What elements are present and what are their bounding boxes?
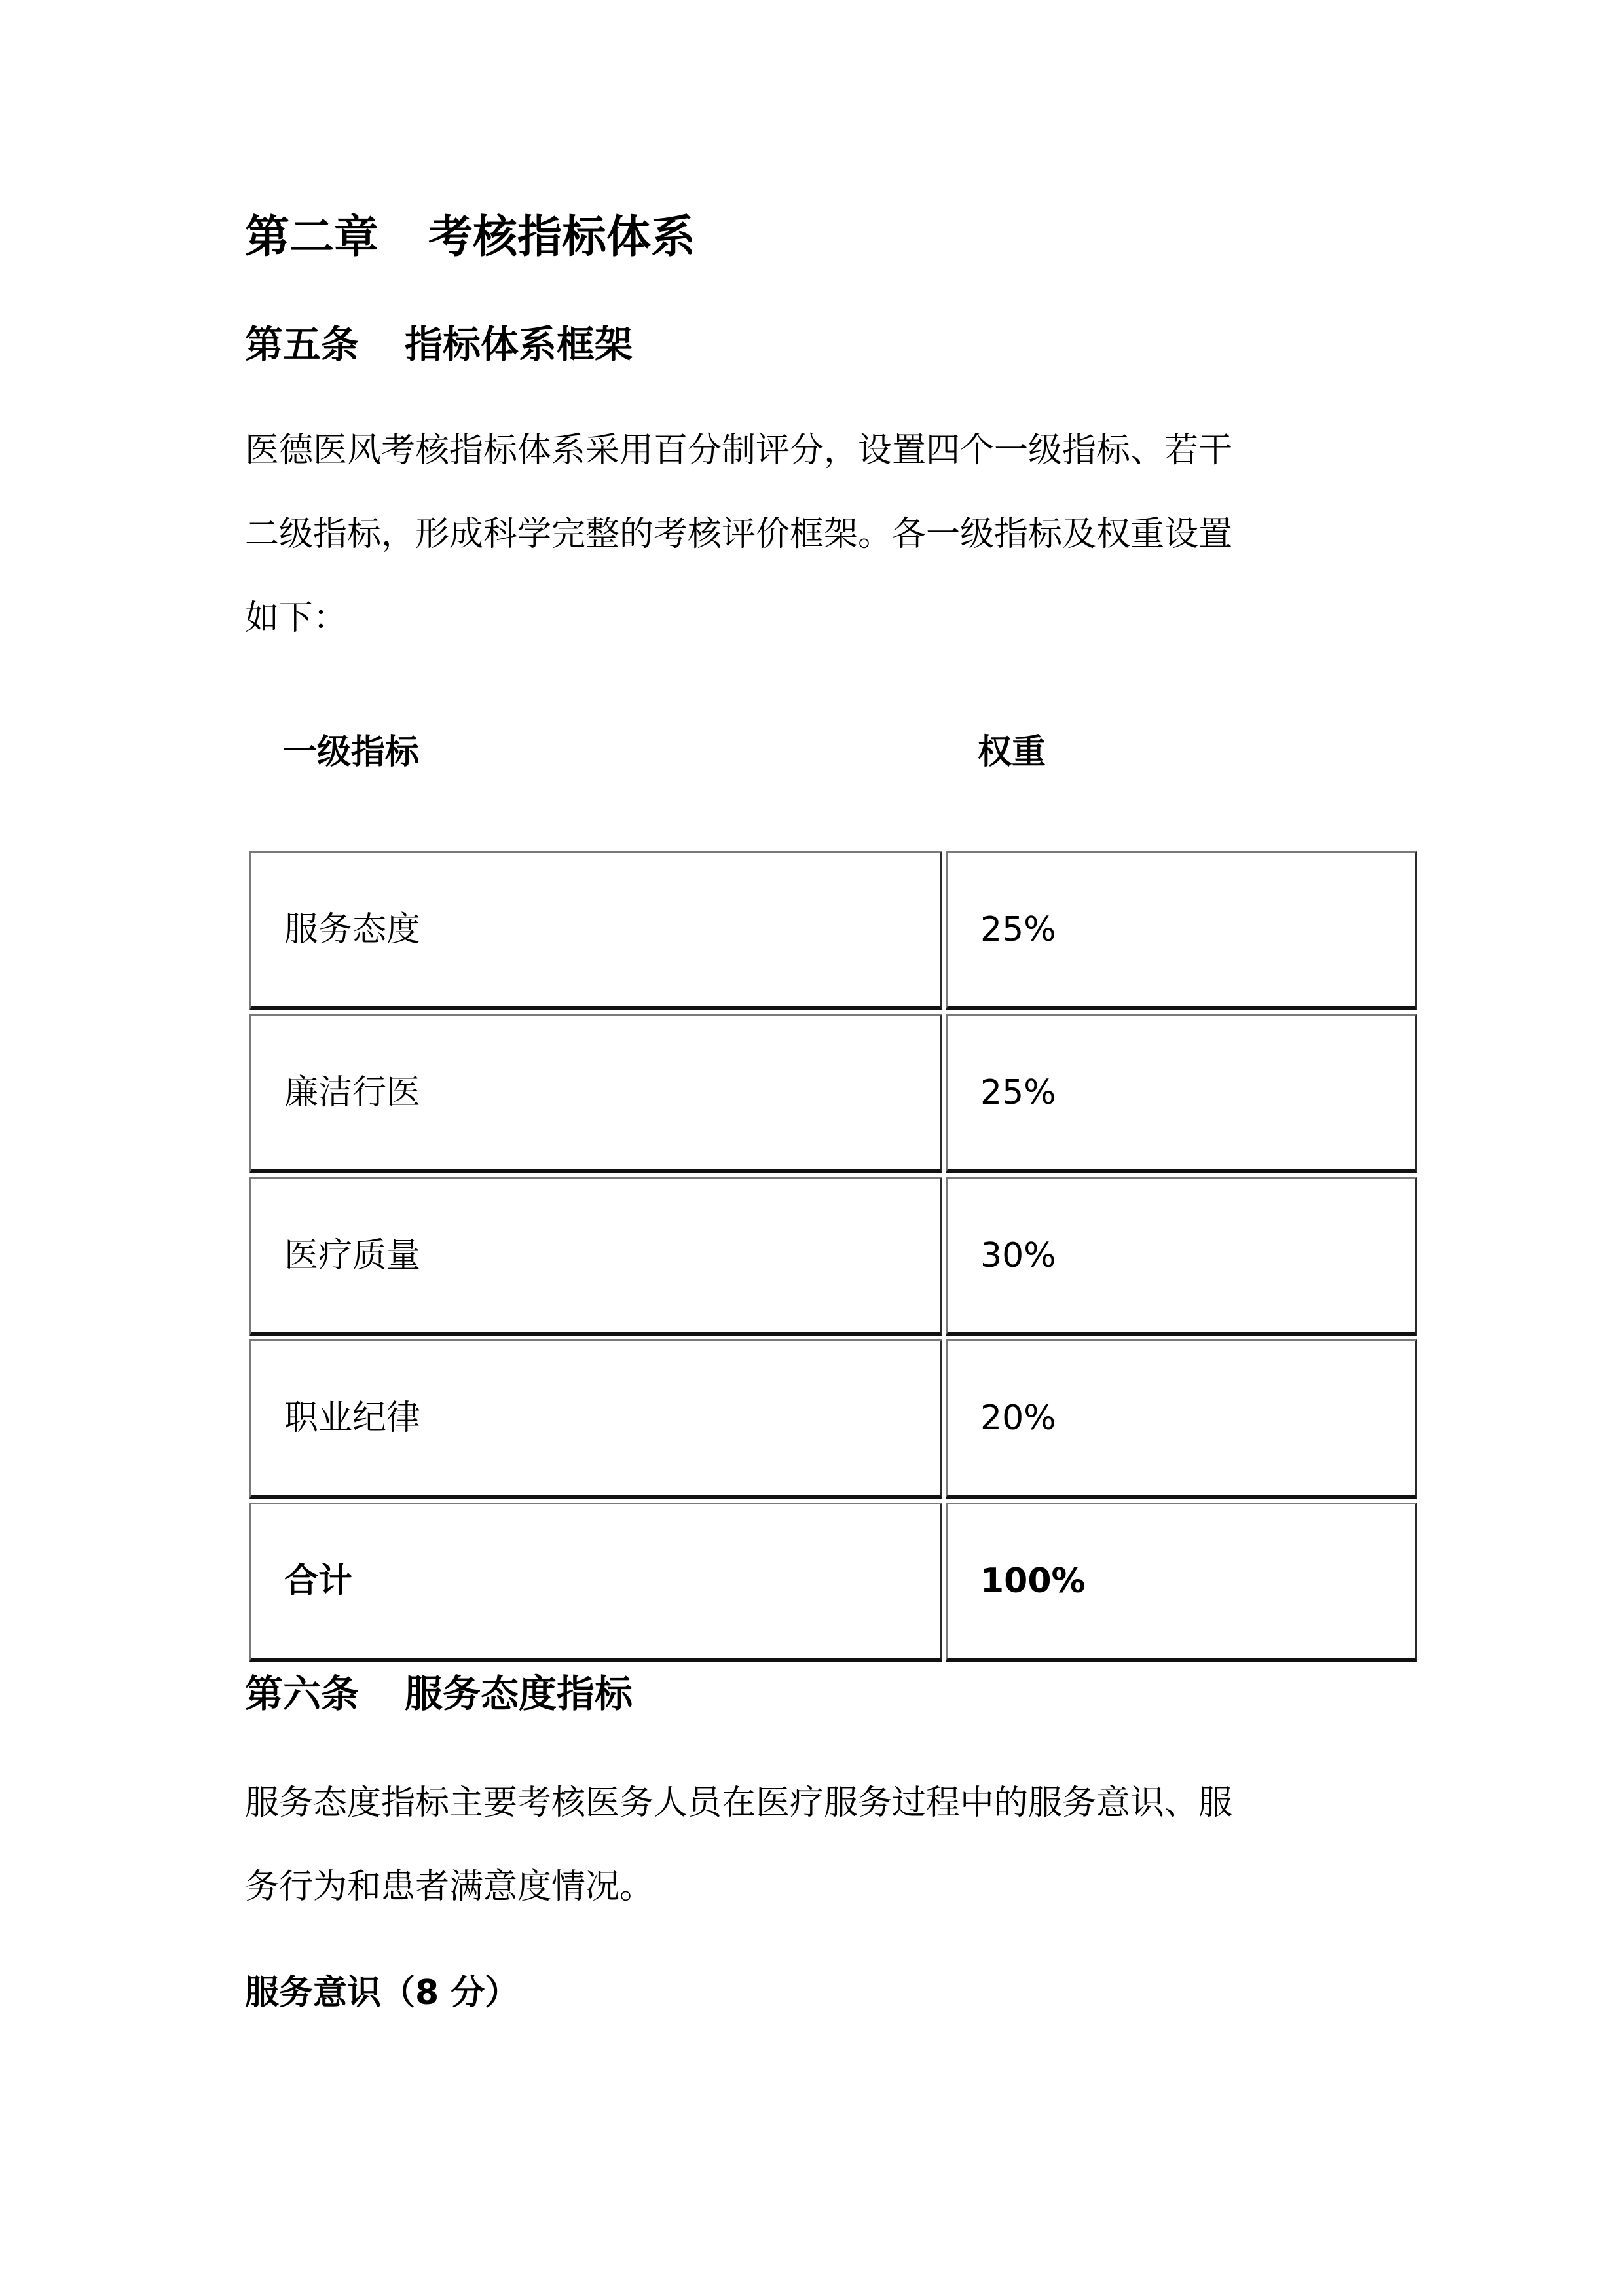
table-cell-weight: 25% — [946, 851, 1417, 1010]
chapter-number: 第二章 — [245, 211, 379, 263]
article-5-heading — [245, 318, 633, 371]
article-6-title: 服务态度指标 — [405, 1671, 633, 1716]
article-6-number: 第六条 — [245, 1671, 360, 1716]
article-5-body — [245, 409, 1232, 660]
chapter-title — [245, 208, 695, 267]
table-cell-indicator: 职业纪律 — [249, 1339, 942, 1499]
article-5-title: 指标体系框架 — [405, 322, 633, 367]
body-line: 服务态度指标主要考核医务人员在医疗服务过程中的服务意识、服 — [245, 1783, 1233, 1823]
table-header-weight: 权重 — [978, 733, 1046, 772]
article-6-heading — [245, 1667, 633, 1720]
body-line: 务行为和患者满意度情况。 — [245, 1867, 654, 1906]
body-line: 二级指标，形成科学完整的考核评价框架。各一级指标及权重设置 — [245, 515, 1233, 554]
table-cell-total-label: 合计 — [249, 1503, 942, 1662]
article-6-body — [245, 1761, 1232, 1929]
article-5-number: 第五条 — [245, 322, 360, 367]
body-line: 如下： — [245, 598, 348, 638]
table-cell-weight: 20% — [946, 1339, 1417, 1499]
table-cell-total-weight: 100% — [946, 1503, 1417, 1662]
table-cell-indicator: 服务态度 — [249, 851, 942, 1010]
table-cell-indicator: 廉洁行医 — [249, 1014, 942, 1173]
table-cell-weight: 30% — [946, 1177, 1417, 1336]
table-cell-weight: 25% — [946, 1014, 1417, 1173]
chapter-name: 考核指标体系 — [428, 211, 696, 263]
service-awareness-subheading: 服务意识（8 分） — [245, 1973, 519, 2013]
table-header-indicator: 一级指标 — [283, 733, 420, 772]
body-line: 医德医风考核指标体系采用百分制评分，设置四个一级指标、若干 — [245, 431, 1233, 470]
table-cell-indicator: 医疗质量 — [249, 1177, 942, 1336]
